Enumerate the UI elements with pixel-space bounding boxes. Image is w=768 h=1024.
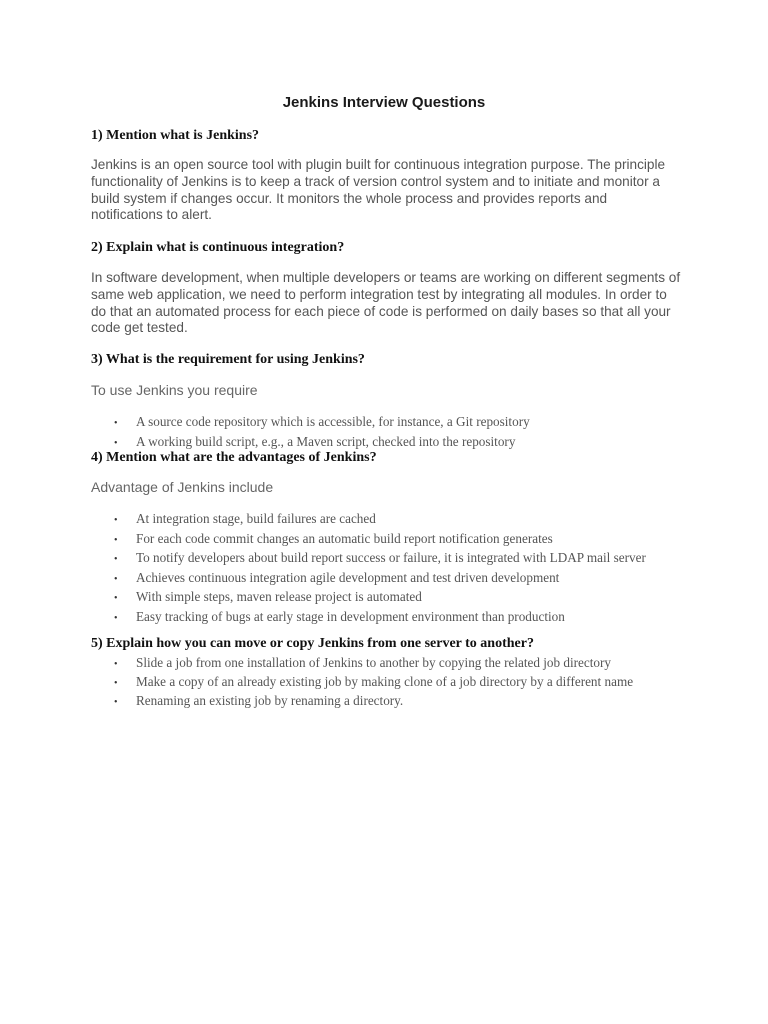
list-item bbox=[112, 608, 672, 628]
list-item-text: A working build script, e.g., a Maven script, checked into the repository bbox=[136, 433, 516, 449]
list-item-text: Make a copy of an already existing job by making clone of a job directory by a different name bbox=[136, 674, 634, 689]
bullet-icon: • bbox=[114, 418, 118, 429]
question-1-heading: 1) Mention what is Jenkins? bbox=[91, 128, 260, 143]
list-item-text: Achieves continuous integration agile development and test driven development bbox=[136, 569, 560, 585]
question-4-heading: 4) Mention what are the advantages of Jenkins? bbox=[91, 450, 377, 465]
list-item bbox=[112, 692, 672, 711]
list-item bbox=[112, 654, 672, 673]
question-2-answer: In software development, when multiple developers or teams are working on different segments of same web application, we need to perform integration test by integrating all modules. In order to do that an automated process for each piece of code is performed on daily bases so that all your code get tested. bbox=[91, 270, 681, 336]
list-item bbox=[112, 673, 672, 692]
list-item-text: At integration stage, build failures are cached bbox=[136, 511, 376, 526]
question-3-bullet-list bbox=[112, 413, 672, 452]
list-item-text: A source code repository which is accessible, for instance, a Git repository bbox=[136, 414, 530, 429]
question-2-heading: 2) Explain what is continuous integration? bbox=[91, 240, 345, 255]
question-4-bullet-list bbox=[112, 510, 672, 627]
document-title: Jenkins Interview Questions bbox=[282, 94, 486, 111]
question-3-heading: 3) What is the requirement for using Jenkins? bbox=[91, 352, 365, 367]
bullet-icon: • bbox=[114, 534, 118, 546]
bullet-icon: • bbox=[114, 573, 118, 585]
list-item bbox=[112, 549, 672, 569]
bullet-icon: • bbox=[114, 515, 118, 526]
list-item bbox=[112, 510, 672, 530]
question-1-answer: Jenkins is an open source tool with plugin built for continuous integration purpose. The principle functionality of Jenkins is to keep a track of version control system and to initiate and monitor a build system if changes occur. It monitors the whole process and provides reports and notifications to alert. bbox=[91, 157, 666, 223]
bullet-icon: • bbox=[114, 678, 118, 689]
bullet-icon: • bbox=[114, 437, 118, 449]
question-5-heading: 5) Explain how you can move or copy Jenkins from one server to another? bbox=[91, 636, 534, 651]
list-item-text: Renaming an existing job by renaming a directory. bbox=[136, 693, 404, 708]
list-item-text: To notify developers about build report success or failure, it is integrated with LDAP mail server bbox=[136, 550, 646, 565]
bullet-icon: • bbox=[114, 697, 118, 708]
list-item-text: With simple steps, maven release project is automated bbox=[136, 589, 422, 604]
list-item-text: Slide a job from one installation of Jenkins to another by copying the related job directory bbox=[136, 655, 612, 670]
list-item-text: Easy tracking of bugs at early stage in development environment than production bbox=[136, 608, 565, 624]
list-item bbox=[112, 588, 672, 608]
question-4-intro: Advantage of Jenkins include bbox=[91, 479, 274, 495]
list-item bbox=[112, 569, 672, 589]
question-3-intro: To use Jenkins you require bbox=[91, 382, 258, 398]
bullet-icon: • bbox=[114, 593, 118, 604]
bullet-icon: • bbox=[114, 659, 118, 670]
bullet-icon: • bbox=[114, 612, 118, 624]
list-item-text: For each code commit changes an automatic build report notification generates bbox=[136, 530, 553, 546]
bullet-icon: • bbox=[114, 554, 118, 565]
list-item bbox=[112, 413, 672, 433]
question-5-bullet-list bbox=[112, 654, 672, 711]
list-item bbox=[112, 530, 672, 550]
